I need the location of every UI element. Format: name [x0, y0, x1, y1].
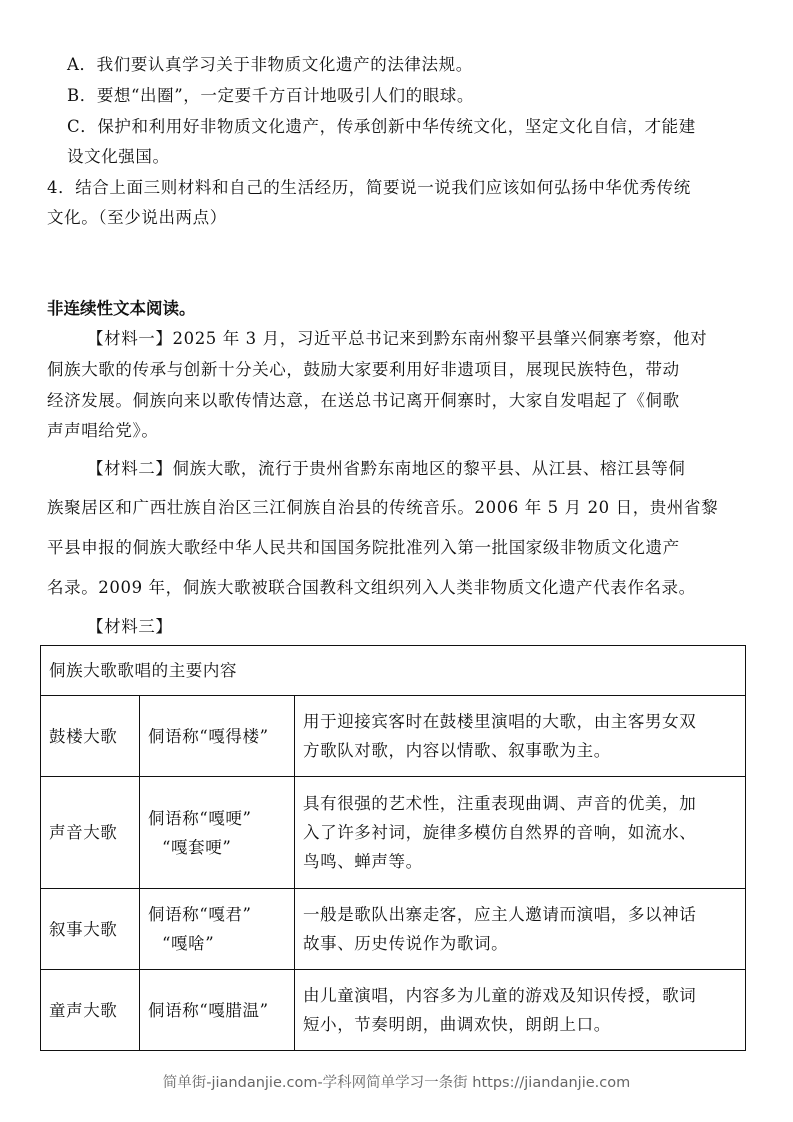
- material1-line3: 经济发展。侗族向来以歌传情达意，在送总书记离开侗寨时，大家自发唱起了《侗歌: [47, 391, 680, 410]
- desc-line: 用于迎接宾客时在鼓楼里演唱的大歌，由主客男女双: [303, 712, 697, 731]
- song-description: [295, 696, 746, 777]
- table-row: [41, 970, 746, 1051]
- desc-line: 方歌队对歌，内容以情歌、叙事歌为主。: [303, 741, 611, 760]
- song-type: 声音大歌: [41, 777, 140, 889]
- material2-line1: 【材料二】侗族大歌，流行于贵州省黔东南地区的黎平县、从江县、榕江县等侗: [87, 459, 686, 478]
- dong-name-line: “嘎啥”: [162, 934, 215, 953]
- option-c-line1: C．保护和利用好非物质文化遗产，传承创新中华传统文化，坚定文化自信，才能建: [67, 117, 696, 136]
- material3-label: 【材料三】: [87, 617, 173, 636]
- section-title: 非连续性文本阅读。: [47, 299, 196, 318]
- dong-name: [140, 889, 295, 970]
- desc-line: 由儿童演唱，内容多为儿童的游戏及知识传授，歌词: [303, 986, 697, 1005]
- song-type: 叙事大歌: [41, 889, 140, 970]
- table-row: [41, 696, 746, 777]
- song-description: [295, 970, 746, 1051]
- table-row: [41, 777, 746, 889]
- footer-watermark: 简单街-jiandanjie.com-学科网简单学习一条街 https://jiandanjie.com: [162, 1075, 631, 1091]
- material1-line4: 声声唱给党》。: [47, 421, 159, 440]
- song-type: 童声大歌: [41, 970, 140, 1051]
- dong-name: [140, 970, 295, 1051]
- dong-name-line: 侗语称“嘎得楼”: [148, 726, 269, 746]
- table-row: [41, 889, 746, 970]
- material1-line1: 【材料一】2025 年 3 月，习近平总书记来到黔东南州黎平县肇兴侗寨考察，他对: [87, 329, 708, 348]
- material2-line3: 平县申报的侗族大歌经中华人民共和国国务院批准列入第一批国家级非物质文化遗产: [47, 538, 680, 557]
- material1-line2: 侗族大歌的传承与创新十分关心，鼓励大家要利用好非遗项目，展现民族特色，带动: [47, 360, 680, 379]
- song-description: [295, 889, 746, 970]
- song-type: 鼓楼大歌: [41, 696, 140, 777]
- material2-line4: 名录。2009 年，侗族大歌被联合国教科文组织列入人类非物质文化遗产代表作名录。: [47, 578, 696, 597]
- table-title: 侗族大歌歌唱的主要内容: [41, 646, 746, 696]
- dong-name-line: 侗语称“嘎腊温”: [148, 1000, 269, 1020]
- dong-name: [140, 777, 295, 889]
- dong-name-line: 侗语称“嘎哽”: [148, 808, 252, 828]
- table-title-row: [41, 646, 746, 696]
- desc-line: 鸟鸣、蝉声等。: [303, 852, 423, 871]
- option-c-line2: 设文化强国。: [67, 147, 170, 166]
- dong-name-line: 侗语称“嘎君”: [148, 905, 252, 924]
- song-description: [295, 777, 746, 889]
- question-4-line2: 文化。（至少说出两点）: [47, 208, 227, 227]
- desc-line: 一般是歌队出寨走客，应主人邀请而演唱，多以神话: [303, 905, 697, 924]
- material3-table: [40, 645, 746, 1051]
- option-a: A．我们要认真学习关于非物质文化遗产的法律法规。: [67, 55, 473, 74]
- desc-line: 短小，节奏明朗，曲调欢快，朗朗上口。: [303, 1015, 611, 1034]
- desc-line: 具有很强的艺术性，注重表现曲调、声音的优美，加: [303, 794, 697, 813]
- option-b: B．要想“出圈”，一定要千方百计地吸引人们的眼球。: [67, 86, 474, 105]
- desc-line: 入了许多衬词，旋律多模仿自然界的音响，如流水、: [303, 823, 697, 842]
- material2-line2: 族聚居区和广西壮族自治区三江侗族自治县的传统音乐。2006 年 5 月 20 日，贵州省黎: [47, 498, 719, 517]
- dong-name: [140, 696, 295, 777]
- dong-name-line: “嘎套哽”: [162, 837, 232, 857]
- desc-line: 故事、历史传说作为歌词。: [303, 934, 509, 953]
- question-4-line1: 4．结合上面三则材料和自己的生活经历，简要说一说我们应该如何弘扬中华优秀传统: [47, 178, 691, 197]
